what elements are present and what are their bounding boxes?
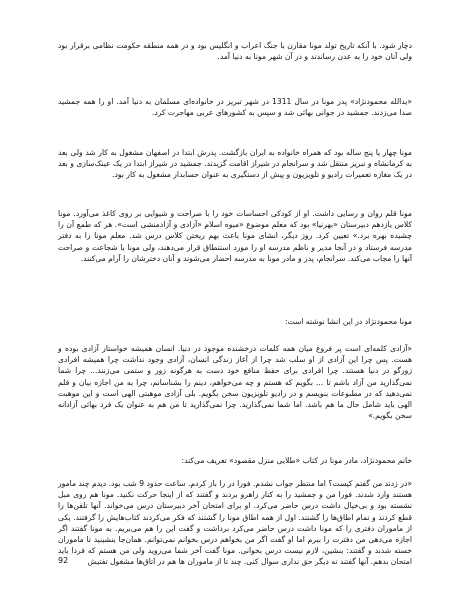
paragraph-1: دچار شود. با آنکه تاریخ تولد مونا مقارن با جنگ اعراب و انگلیس بود و در همه منطقه حکومت نظامی برقرار بود ولی آنان خود را به عدن رساندند و در آن شهر مونا به دنیا آمد.: [58, 41, 412, 62]
paragraph-7: خانم محمودنژاد، مادر مونا در کتاب «طلایی منزل مقصود» تعریف می‌کند:: [181, 456, 412, 465]
paragraph-8-quote: «در زدند من گفتم کیست؟ اما منتظر جواب نشدم. فورا در را باز کردم. ساعت حدود 9 شب بود. دیدم چند مامور هستند وارد شدند. فورا من و جمشید را به کنار راهرو بردند و گفتند که از اینجا حرکت نکنید. مونا هم روی مبل نشسته بود و بی‌خیال داشت درس حاضر می‌کرد. او برای امتحان آخر دبیرستان درس می‌خواند. آنها تلفن‌ها را قطع کردند و تمام اطاق‌ها را گشتند. اول از همه اطاق مونا را گشتند که فکر می‌کردند کتاب‌هایش را گرفتند. یکی از ماموران دفتری را که مونا داشت درس حاضر می‌کرد برداشت و گفت این را هم می‌بریم. به مونا گفتند اگر اجازه می‌دهی من دفترت را ببرم اما او گفت اگر من بخواهم درس بخوانم نمی‌توانم. همان‌جا بنشینید تا ماموران خسته شدند و گفتند: بنشین، لازم نیست درس بخوانی. مونا گفت آخر شما می‌روید ولی من هستم که فردا باید امتحان بدهم. آنها گفتند نه دیگر حق نداری سوال کنی. چند تا از ماموران ها هم در اتاق‌ها مشغول تفتیش: [58, 479, 412, 567]
paragraph-5: مونا محمودنژاد در این انشا نوشته است:: [285, 317, 412, 326]
paragraph-6-quote: «آزادی کلمه‌ای است پر فروغ میان همه کلمات درخشنده موجود در دنیا. انسان همیشه خواستار آزادی بوده و هست. پس چرا این آزادی از او سلب شد چرا از آغاز زندگی انسان، آزادی وجود نداشت چرا همیشه افرادی زورگو در دنیا هستند. چرا افرادی برای حفظ منافع خود دست به هرگونه زور و ستمی می‌زنند... چرا شما نمی‌گذارید من آزاد باشم تا ... بگویم که هستم و چه می‌خواهم، دینم را بشناسانم، چرا به من اجازه بیان و قلم نمی‌دهید که در مطبوعات بنویسم و در رادیو تلویزیون سخن بگویم. بلی آزادی موهبتی الهی است و این موهبت الهی باید شامل حال ما هم باشد. اما شما نمی‌گذارید. چرا نمی‌گذارید تا من هم به عنوان یک فرد بهائی آزادانه سخن بگویم.»: [58, 344, 412, 421]
paragraph-3: مونا چهار یا پنج ساله بود که همراه خانواده به ایران بازگشت. پدرش ابتدا در اصفهان مشغول به کار شد ولی بعد به کرمانشاه و تبریز منتقل شد و سرانجام در شیراز اقامت گزیدند. جمشید در شیراز ابتدا در یک عینک‌سازی و بعد در یک مغازه تعمیرات رادیو و تلویزیون و پیش از دستگیری به عنوان حسابدار مشغول به کار بود.: [58, 148, 412, 180]
paragraph-2: «یدالله محمودنژاد» پدر مونا در سال 1311 در شهر تبریز در خانواده‌ای مسلمان به دنیا آمد. او را همه جمشید صدا می‌زدند. جمشید در جوانی بهائی شد و سپس به کشورهای عربی مهاجرت کرد.: [58, 97, 412, 118]
page-number: 92: [58, 556, 69, 565]
paragraph-4: مونا قلم روان و رسایی داشت. او از کودکی احساسات خود را با صراحت و شیوایی بر روی کاغذ می‌آورد. مونا کلاس یازدهم دبیرستان «بهرنیا» بود که معلم موضوع «میوه اسلام «آزادی و آزادمنشی است». هر که طمع آن را چشیده بهره برد.» تعیین کرد. روز دیگر، انشای مونا باعث بهم ریختن کلاس درس شد. معلم مونا را به دفتر مدرسه فرستاد و در آنجا مدیر و ناظم مدرسه او را مورد استنطاق قرار می‌دهند، ولی مونا با شجاعت و صراحت آنها را مجاب می‌کند. سرانجام، پدر و مادر مونا به مدرسه احضار می‌شوند و آنان دخترشان را آرام می‌کنند.: [58, 209, 412, 263]
